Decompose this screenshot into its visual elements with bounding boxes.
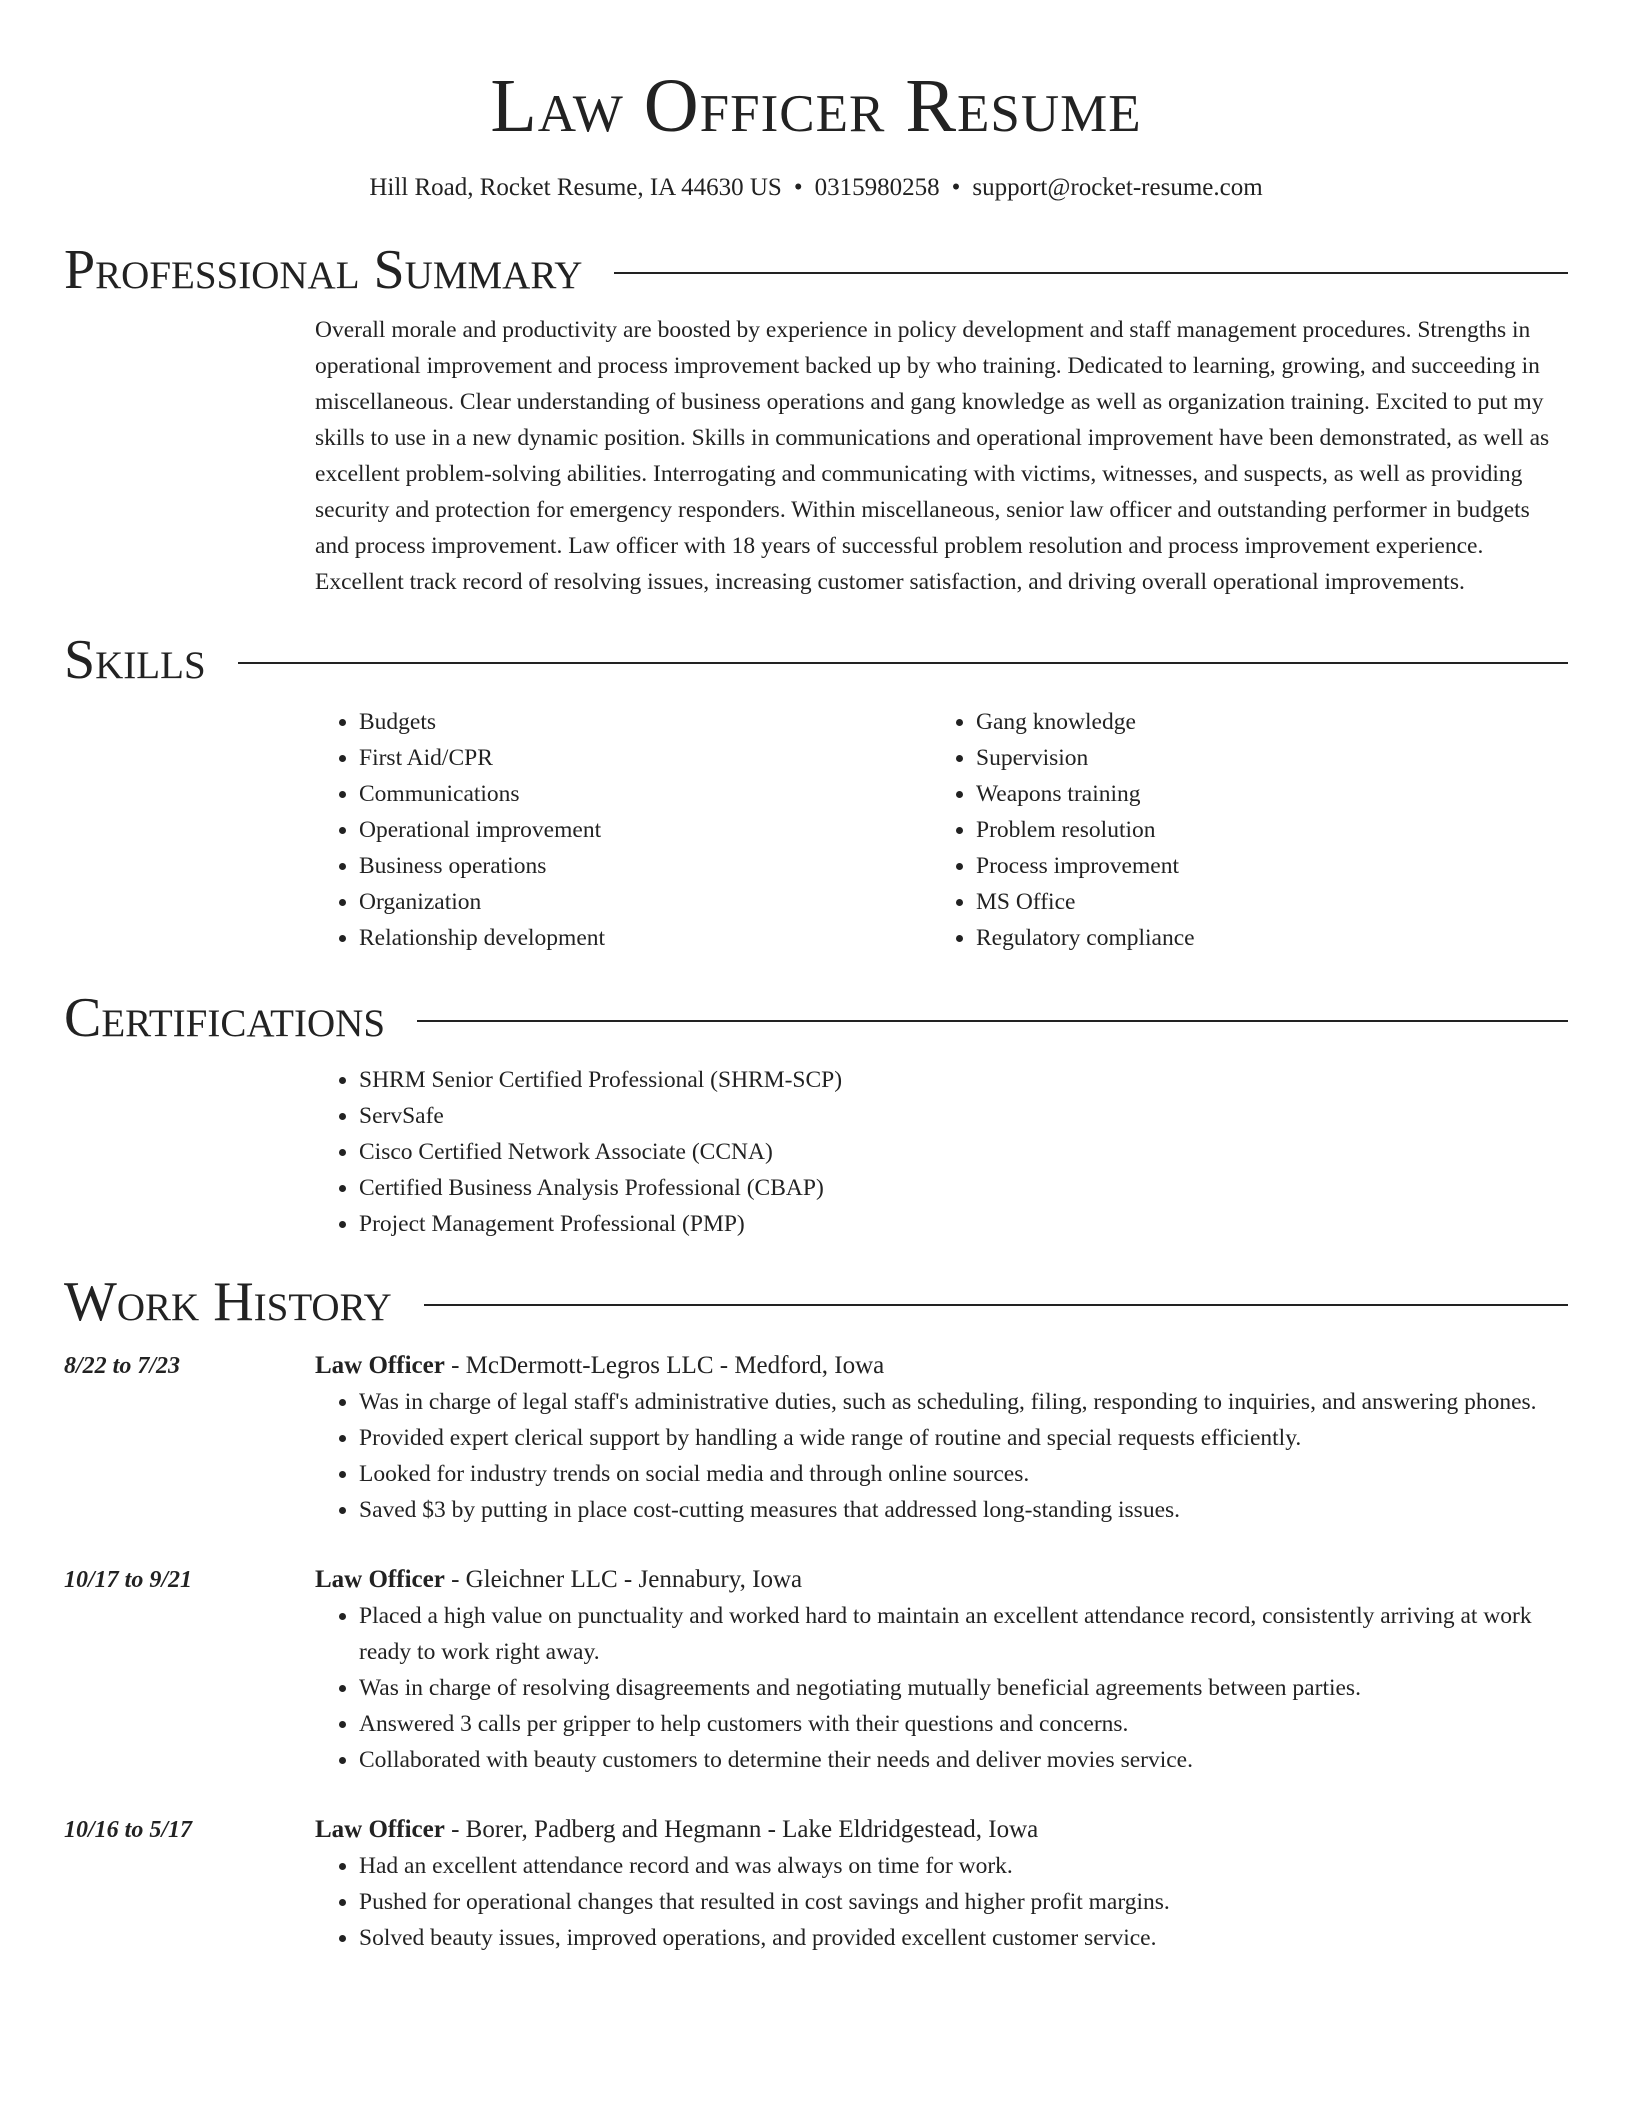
skill-item: • First Aid/CPR bbox=[359, 740, 932, 776]
job-bullet: • Was in charge of resolving disagreements and negotiating mutually beneficial agreements between parties. bbox=[359, 1670, 1568, 1706]
section-divider bbox=[614, 272, 1568, 274]
skill-item: • Relationship development bbox=[359, 920, 932, 956]
skills-heading: Skills bbox=[64, 629, 206, 691]
section-divider bbox=[424, 1304, 1568, 1306]
skill-item: • Process improvement bbox=[976, 848, 1549, 884]
contact-address: Hill Road, Rocket Resume, IA 44630 US bbox=[369, 174, 782, 201]
certification-item: • Certified Business Analysis Professional (CBAP) bbox=[359, 1170, 1568, 1206]
job-bullets bbox=[315, 1384, 1568, 1528]
job-bullet: • Answered 3 calls per gripper to help customers with their questions and concerns. bbox=[359, 1706, 1568, 1742]
skill-item: • Organization bbox=[359, 884, 932, 920]
job-role: Law Officer bbox=[315, 1566, 445, 1593]
certification-item: • ServSafe bbox=[359, 1098, 1568, 1134]
job-body bbox=[315, 1562, 1568, 1778]
skill-item: • Supervision bbox=[976, 740, 1549, 776]
skill-item: • Communications bbox=[359, 776, 932, 812]
job-bullets bbox=[315, 1848, 1568, 1956]
job-bullet: • Had an excellent attendance record and was always on time for work. bbox=[359, 1848, 1568, 1884]
certification-item: • SHRM Senior Certified Professional (SHRM-SCP) bbox=[359, 1062, 1568, 1098]
job-heading bbox=[315, 1562, 1568, 1598]
certification-item: • Project Management Professional (PMP) bbox=[359, 1206, 1568, 1242]
resume-page bbox=[64, 0, 1568, 2112]
job-bullet: • Solved beauty issues, improved operations, and provided excellent customer service. bbox=[359, 1920, 1568, 1956]
job-entry bbox=[64, 1812, 1568, 1956]
work-history-heading: Work History bbox=[64, 1271, 392, 1333]
job-employer: - Gleichner LLC - Jennabury, Iowa bbox=[444, 1566, 803, 1593]
summary-section-header bbox=[64, 238, 1568, 302]
skill-item: • Problem resolution bbox=[976, 812, 1549, 848]
job-bullet: • Pushed for operational changes that resulted in cost savings and higher profit margins. bbox=[359, 1884, 1568, 1920]
certifications-heading: Certifications bbox=[64, 987, 386, 1049]
skills-grid bbox=[315, 704, 1568, 956]
section-divider bbox=[238, 662, 1568, 664]
certification-item: • Cisco Certified Network Associate (CCNA) bbox=[359, 1134, 1568, 1170]
skill-item: • MS Office bbox=[976, 884, 1549, 920]
skill-item: • Regulatory compliance bbox=[976, 920, 1549, 956]
job-employer: - McDermott-Legros LLC - Medford, Iowa bbox=[444, 1352, 885, 1379]
job-heading bbox=[315, 1812, 1568, 1848]
section-divider bbox=[417, 1020, 1568, 1022]
contact-email: support@rocket-resume.com bbox=[972, 174, 1263, 201]
job-bullet: • Collaborated with beauty customers to determine their needs and deliver movies service. bbox=[359, 1742, 1568, 1778]
contact-phone: 0315980258 bbox=[814, 174, 940, 201]
skill-item: • Operational improvement bbox=[359, 812, 932, 848]
job-bullet: • Provided expert clerical support by handling a wide range of routine and special requests efficiently. bbox=[359, 1420, 1568, 1456]
certifications-section-header bbox=[64, 986, 1568, 1050]
skills-column-left bbox=[315, 704, 932, 956]
job-body bbox=[315, 1812, 1568, 1956]
summary-heading: Professional Summary bbox=[64, 239, 583, 301]
resume-title: Law Officer Resume bbox=[490, 64, 1142, 148]
job-role: Law Officer bbox=[315, 1352, 445, 1379]
contact-separator: • bbox=[793, 174, 803, 201]
work-history-section-header bbox=[64, 1270, 1568, 1334]
certifications-list bbox=[315, 1062, 1568, 1242]
skill-item: • Business operations bbox=[359, 848, 932, 884]
skills-list-right bbox=[932, 704, 1549, 956]
job-entry bbox=[64, 1562, 1568, 1778]
contact-line bbox=[64, 172, 1568, 204]
skills-list-left bbox=[315, 704, 932, 956]
job-dates: 10/16 to 5/17 bbox=[64, 1817, 193, 1843]
summary-text: Overall morale and productivity are boosted by experience in policy development and staff management procedures. Strengths in operational improvement and process improvement backed up by who training. Dedicated to learning, growing, and succeeding in miscellaneous. Clear understanding of business operations and gang knowledge as well as organization training. Excited to put my skills to use in a new dynamic position. Skills in communications and operational improvement have been demonstrated, as well as excellent problem-solving abilities. Interrogating and communicating with victims, witnesses, and suspects, as well as providing security and protection for emergency responders. Within miscellaneous, senior law officer and outstanding performer in budgets and process improvement. Law officer with 18 years of successful problem resolution and process improvement experience. Excellent track record of resolving issues, increasing customer satisfaction, and driving overall operational improvements. bbox=[315, 317, 1550, 595]
skill-item: • Budgets bbox=[359, 704, 932, 740]
skill-item: • Weapons training bbox=[976, 776, 1549, 812]
job-role: Law Officer bbox=[315, 1816, 445, 1843]
job-dates: 8/22 to 7/23 bbox=[64, 1353, 181, 1379]
job-bullet: • Saved $3 by putting in place cost-cutting measures that addressed long-standing issues. bbox=[359, 1492, 1568, 1528]
skills-section-header bbox=[64, 628, 1568, 692]
job-body bbox=[315, 1348, 1568, 1528]
job-entry bbox=[64, 1348, 1568, 1528]
job-bullet: • Placed a high value on punctuality and worked hard to maintain an excellent attendance record, consistently arriving at work ready to work right away. bbox=[359, 1598, 1568, 1670]
job-heading bbox=[315, 1348, 1568, 1384]
job-bullet: • Looked for industry trends on social media and through online sources. bbox=[359, 1456, 1568, 1492]
skills-column-right bbox=[932, 704, 1549, 956]
job-dates: 10/17 to 9/21 bbox=[64, 1567, 193, 1593]
job-employer: - Borer, Padberg and Hegmann - Lake Eldridgestead, Iowa bbox=[444, 1816, 1039, 1843]
skill-item: • Gang knowledge bbox=[976, 704, 1549, 740]
certifications-bullets bbox=[315, 1062, 1568, 1242]
job-bullets bbox=[315, 1598, 1568, 1778]
job-bullet: • Was in charge of legal staff's administrative duties, such as scheduling, filing, responding to inquiries, and answering phones. bbox=[359, 1384, 1568, 1420]
contact-separator: • bbox=[951, 174, 961, 201]
